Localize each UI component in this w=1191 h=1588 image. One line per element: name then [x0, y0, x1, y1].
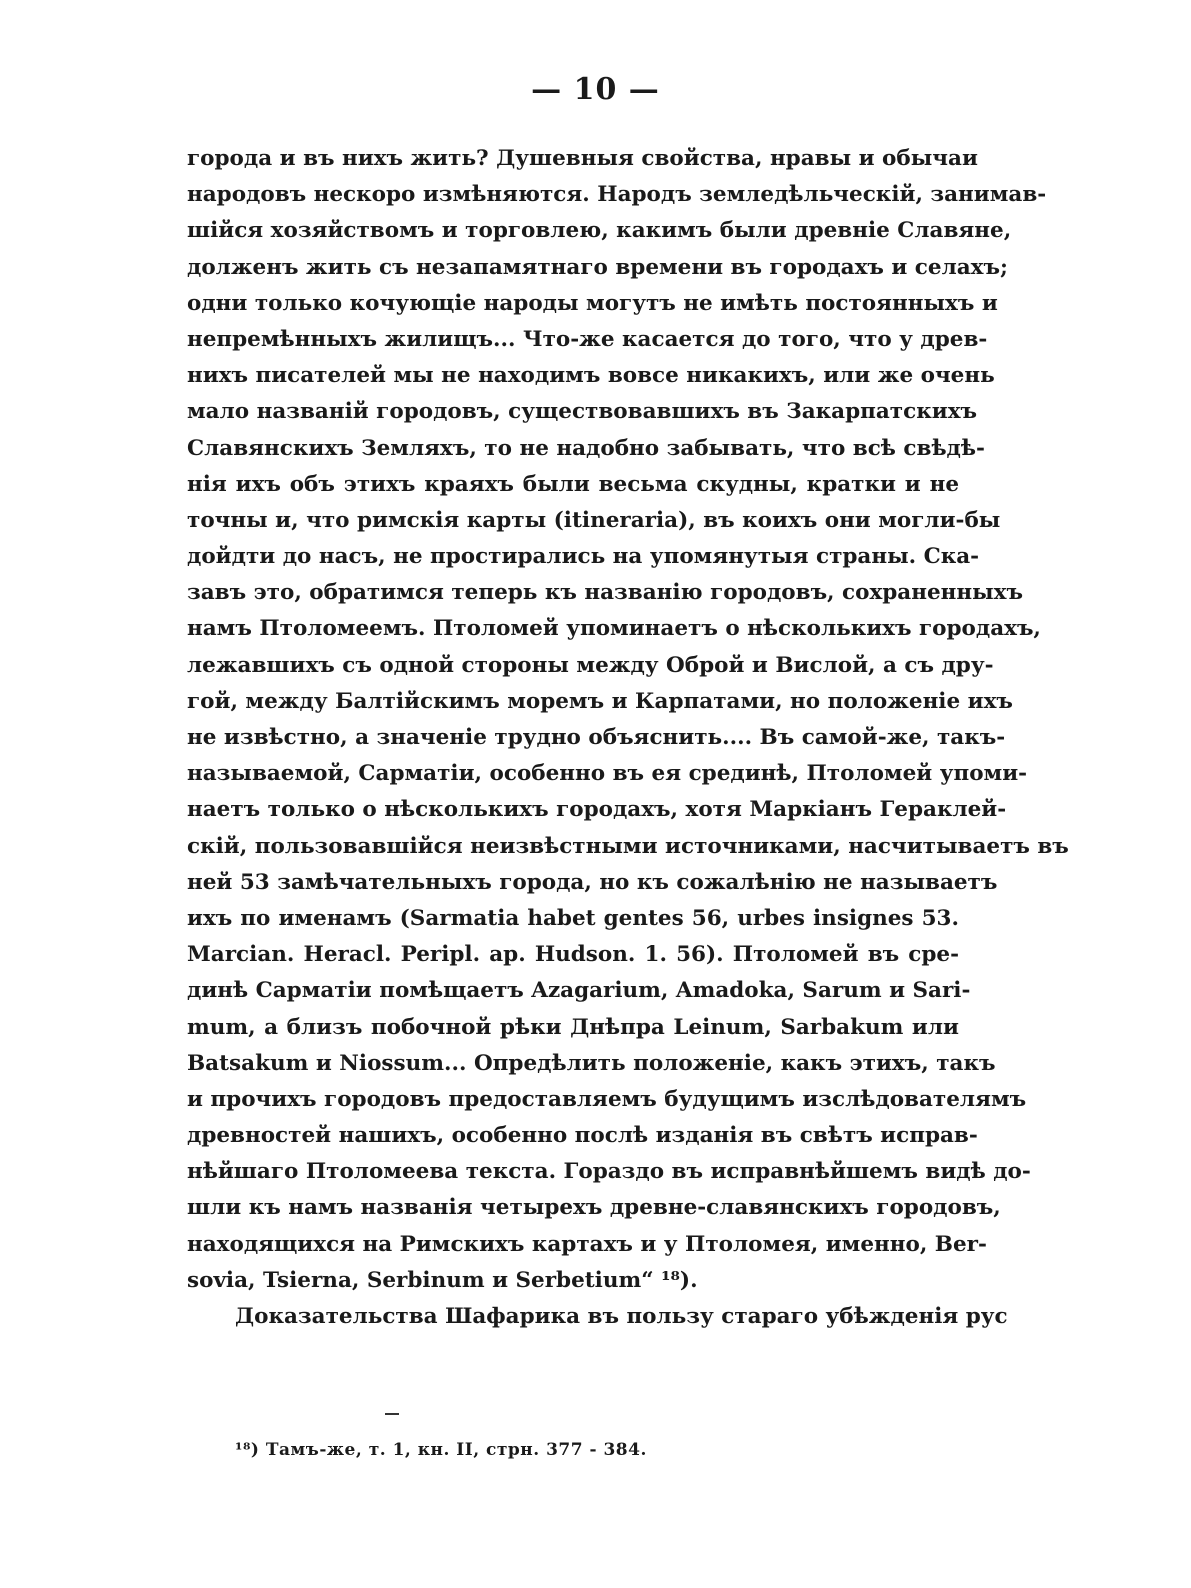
text-line: нiя ихъ объ этихъ краяхъ были весьма скудны, кратки и не	[187, 471, 959, 497]
text-line: Batsakum и Niossum... Опредѣлить положенiе, какъ этихъ, такъ	[187, 1050, 996, 1076]
text-line: одни только кочующiе народы могутъ не имѣть постоянныхъ и	[187, 290, 998, 316]
text-line: sovia, Tsierna, Serbinum и Serbetium“ ¹⁸).	[187, 1267, 698, 1293]
text-line: mum, а близъ побочной рѣки Днѣпра Leinum, Sarbakum или	[187, 1014, 959, 1040]
text-line: Славянскихъ Земляхъ, то не надобно забывать, что всѣ свѣдѣ-	[187, 435, 985, 461]
text-line: ихъ по именамъ (Sarmatia habet gentes 56, urbes insignes 53.	[187, 905, 959, 931]
text-line: нихъ писателей мы не находимъ вовсе никакихъ, или же очень	[187, 363, 995, 389]
text-line: города и въ нихъ жить? Душевныя свойства, нравы и обычаи	[187, 146, 978, 171]
text-line: древностей нашихъ, особенно послѣ изданiя въ свѣтъ исправ-	[187, 1123, 978, 1149]
footnote-divider	[385, 1413, 399, 1415]
text-line: шли къ намъ названiя четырехъ древне-славянскихъ городовъ,	[187, 1195, 1001, 1221]
text-line: непремѣнныхъ жилищъ... Что-же касается до того, что у древ-	[187, 326, 988, 352]
text-line: народовъ нескоро измѣняются. Народъ земледѣльческiй, занимав-	[187, 182, 1047, 208]
text-line: дойдти до насъ, не простирались на упомянутыя страны. Ска-	[187, 544, 980, 570]
text-line: завъ это, обратимся теперь къ названiю городовъ, сохраненныхъ	[187, 580, 1023, 606]
main-text	[187, 141, 1069, 1335]
text-line: мало названiй городовъ, существовавшихъ въ Закарпатскихъ	[187, 399, 977, 425]
text-line: лежавшихъ съ одной стороны между Оброй и Вислой, а съ дру-	[187, 652, 994, 678]
text-line: ней 53 замѣчательныхъ города, но къ сожалѣнiю не называетъ	[187, 869, 998, 895]
text-line: шiйся хозяйствомъ и торговлею, какимъ были древнiе Славяне,	[187, 218, 1012, 244]
text-line: наетъ только о нѣсколькихъ городахъ, хотя Маркiанъ Гераклей-	[187, 797, 1007, 823]
text-line: и прочихъ городовъ предоставляемъ будущимъ изслѣдователямъ	[187, 1086, 1027, 1112]
text-line: находящихся на Римскихъ картахъ и у Птоломея, именно, Ber-	[187, 1231, 987, 1257]
text-line: нѣйшаго Птоломеева текста. Гораздо въ исправнѣйшемъ видѣ до-	[187, 1159, 1031, 1185]
paragraph-start-line: Доказательства Шафарика въ пользу стараго убѣжденiя рус	[235, 1304, 1008, 1329]
text-line: точны и, что римскiя карты (itineraria), въ коихъ они могли-бы	[187, 507, 1001, 533]
page-number: — 10 —	[531, 72, 660, 107]
text-line: не извѣстно, а значенiе трудно объяснить.... Въ самой-же, такъ-	[187, 725, 1006, 750]
text-line: называемой, Сарматiи, особенно въ ея срединѣ, Птоломей упоми-	[187, 761, 1028, 787]
text-line: динѣ Сарматiи помѣщаетъ Azagarium, Amadoka, Sarum и Sari-	[187, 978, 971, 1004]
text-line: гой, между Балтiйскимъ моремъ и Карпатами, но положенiе ихъ	[187, 688, 1013, 714]
text-line: Marcian. Heracl. Peripl. ap. Hudson. 1. 56). Птоломей въ сре-	[187, 942, 959, 968]
text-line: намъ Птоломеемъ. Птоломей упоминаетъ о нѣсколькихъ городахъ,	[187, 616, 1041, 642]
text-line: долженъ жить съ незапамятнаго времени въ городахъ и селахъ;	[187, 254, 1008, 280]
footnote: ¹⁸) Тамъ-же, т. 1, кн. II, стрн. 377 - 384.	[235, 1440, 647, 1460]
text-line: скiй, пользовавшiйся неизвѣстными источниками, насчитываетъ въ	[187, 833, 1069, 859]
